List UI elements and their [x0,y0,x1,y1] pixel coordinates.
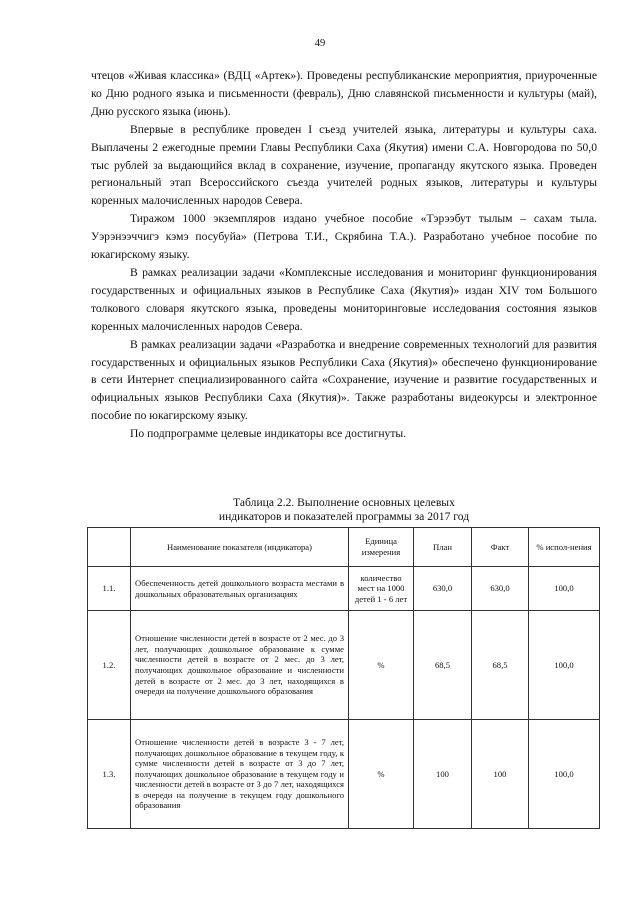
header-plan: План [414,528,472,567]
row-pct: 100,0 [529,567,600,611]
row-unit: % [349,611,414,720]
header-fact: Факт [472,528,529,567]
row-name: Отношение численности детей в возрасте от 2 мес. до 3 лет, получающих дошкольное образование к сумме численности детей в возрасте от 2 мес. до 3 лет, получающих дошкольное образование и численности детей в возрасте от 2 мес. до 3 лет, находящихся в очереди на получение дошкольного образования [131,611,349,720]
row-fact: 630,0 [472,567,529,611]
row-fact: 68,5 [472,611,529,720]
paragraph: В рамках реализации задачи «Разработка и внедрение современных технологий для развития государственных и официальных языков Республики Саха (Якутия)» обеспечено функционирование в сети Интернет специализированного сайта «Сохранение, изучение и развитие государственных и официальных языков Республики Саха (Якутия)». Также разработаны видеокурсы и электронное пособие по юкагирскому языку. [91,337,597,423]
row-unit: количество мест на 1000 детей 1 - 6 лет [349,567,414,611]
table-row [88,720,600,829]
indicators-table [87,527,600,829]
row-num: 1.2. [88,611,131,720]
row-pct: 100,0 [529,720,600,829]
row-num: 1.3. [88,720,131,829]
row-plan: 68,5 [414,611,472,720]
header-unit: Единица измерения [349,528,414,567]
row-plan: 630,0 [414,567,472,611]
paragraph: По подпрограмме целевые индикаторы все достигнуты. [130,427,407,441]
body-text [91,67,597,443]
row-plan: 100 [414,720,472,829]
header-name: Наименование показателя (индикатора) [131,528,349,567]
table-row [88,567,600,611]
paragraph: В рамках реализации задачи «Комплексные исследования и мониторинг функционирования государственных и официальных языков в Республике Саха (Якутия)» издан XIV том Большого толкового словаря якутского языка, проведены мониторинговые исследования состояния языков коренных малочисленных народов Севера. [91,265,597,333]
row-pct: 100,0 [529,611,600,720]
header-num [88,528,131,567]
row-unit: % [349,720,414,829]
table-caption-line: индикаторов и показателей программы за 2017 год [218,509,470,523]
row-num: 1.1. [88,567,131,611]
row-name: Обеспеченность детей дошкольного возраста местами в дошкольных образовательных организациях [131,567,349,611]
paragraph: чтецов «Живая классика» (ВДЦ «Артек»). Проведены республиканские мероприятия, приуроченные ко Дню родного языка и письменности (февраль), Дню славянской письменности и культуры (май), Дню русского языка (июнь). [91,69,597,118]
paragraph: Тиражом 1000 экземпляров издано учебное пособие «Тэрээбут тылым – сахам тыла. Уэрэнээччигэ кэмэ посубуйа» (Петрова Т.И., Скрябина Т.А.). Разработано учебное пособие по юкагирскому языку. [91,212,597,262]
header-pct: % испол-нения [529,528,600,567]
page-number: 49 [314,38,326,49]
table-header-row [88,528,600,567]
table-caption-line: Таблица 2.2. Выполнение основных целевых [233,496,455,509]
table-caption [91,496,597,523]
table-row [88,611,600,720]
row-name: Отношение численности детей в возрасте 3 - 7 лет, получающих дошкольное образование в текущем году, к сумме численности детей в возрасте от 3 до 7 лет, получающих дошкольное образование в текущем году и численности детей в возрасте от 3 до 7 лет, находящихся в очереди на получение в текущем году дошкольного образования [131,720,349,829]
row-fact: 100 [472,720,529,829]
paragraph: Впервые в республике проведен I съезд учителей языка, литературы и культуры саха. Выплачены 2 ежегодные премии Главы Республики Саха (Якутия) имени С.А. Новгородова по 50,0 тыс рублей за выдающийся вклад в сохранение, изучение, пропаганду якутского языка. Проведен региональный этап Всероссийского съезда учителей родных языков, литературы и культуры коренных малочисленных народов Севера. [91,122,597,208]
